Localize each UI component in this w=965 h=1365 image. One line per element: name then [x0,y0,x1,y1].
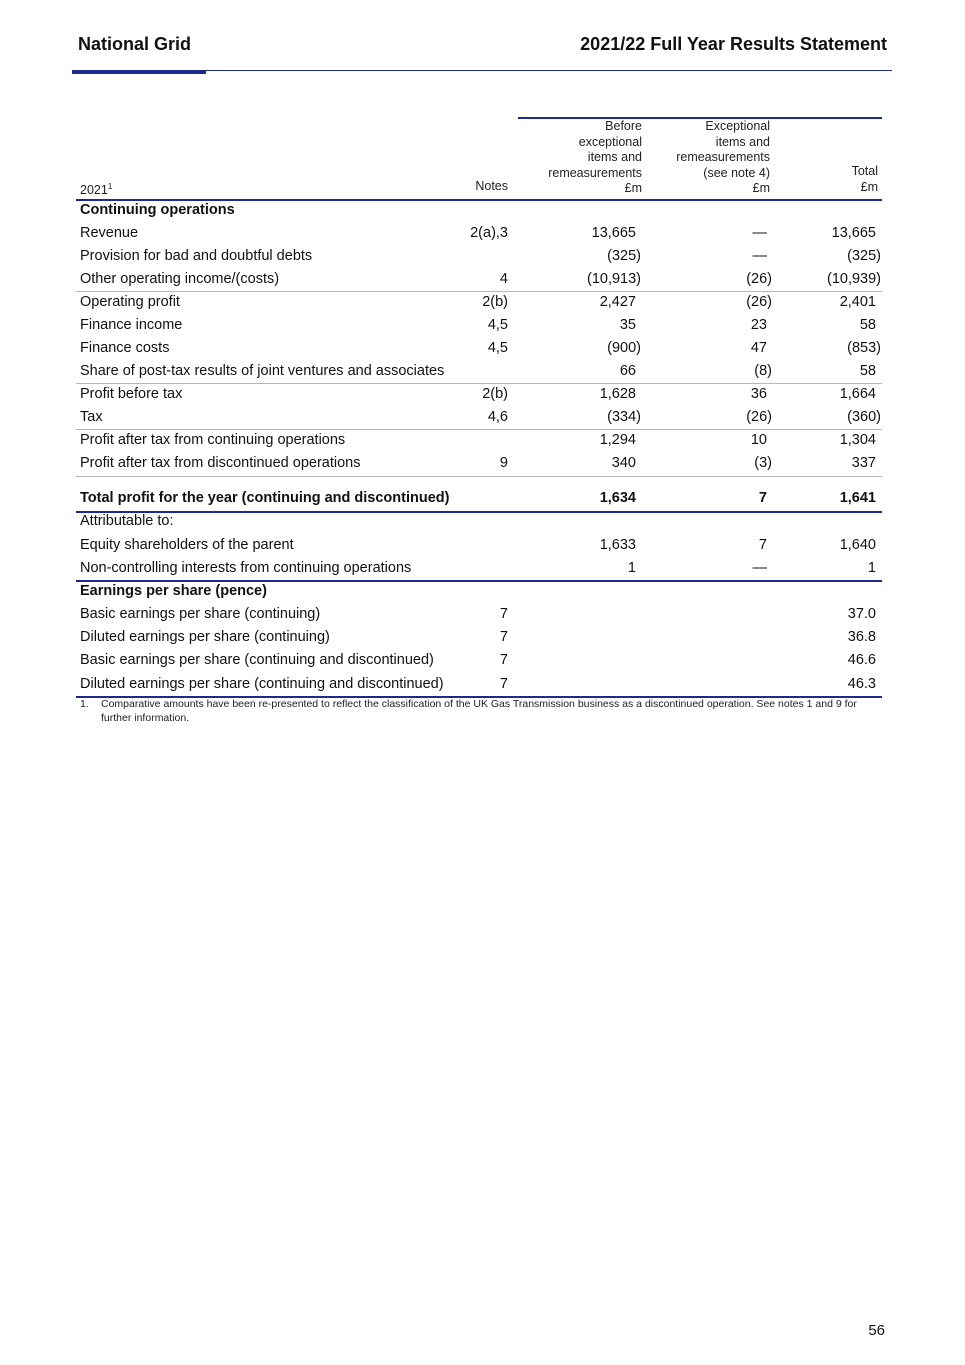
table-row [76,649,882,672]
cell-before: 1,633 [599,537,636,553]
cell-total: 1,664 [839,386,876,402]
notes-header: Notes [475,179,508,193]
cell-before: (10,913) [586,271,641,287]
cell-label: Non-controlling interests from continuing operations [80,560,412,576]
table-row [76,534,882,557]
cell-total: 337 [851,455,876,471]
header-rule-accent [72,70,206,74]
table-row [76,487,882,510]
header-line: remeasurements [548,165,642,180]
cell-before: 340 [611,455,636,471]
table-row [76,603,882,626]
cell-total: 2,401 [839,294,876,310]
cell-total: 46.3 [847,676,876,692]
cell-total: (360) [847,409,881,425]
cell-notes: 2(a),3 [470,225,508,241]
cell-exc: (3) [754,455,772,471]
row-divider [76,291,882,292]
header-line: (see note 4) [703,165,770,180]
footnote [80,697,880,725]
cell-before: 2,427 [599,294,636,310]
footnote-number: 1. [80,698,89,710]
cell-label: Finance costs [80,340,170,356]
header-line: exceptional [578,134,642,149]
header-line: Before [605,119,642,133]
row-divider [76,476,882,477]
table-row [76,314,882,337]
cell-total: 1,640 [839,537,876,553]
cell-label: Diluted earnings per share (continuing and discontinued) [80,676,444,692]
cell-notes: 7 [499,606,508,622]
cell-total: 46.6 [847,652,876,668]
cell-total: 1,641 [839,490,876,506]
cell-label: Continuing operations [80,202,235,218]
cell-notes: 7 [499,676,508,692]
cell-total: 13,665 [831,225,876,241]
table-row [76,291,882,314]
cell-exc: — [752,225,767,241]
table-row [76,557,882,580]
cell-total: 1,304 [839,432,876,448]
cell-exc: — [752,248,767,264]
table-row [76,580,882,603]
row-divider [76,580,882,582]
cell-total: 1 [867,560,876,576]
cell-label: Other operating income/(costs) [80,271,280,287]
header-line: remeasurements [676,150,770,164]
cell-notes: 7 [499,652,508,668]
cell-label: Basic earnings per share (continuing and discontinued) [80,652,434,668]
cell-total: (325) [847,248,881,264]
header-line: £m [624,181,642,195]
table-row [76,222,882,245]
company-name: National Grid [78,34,192,54]
table-row [76,199,882,222]
cell-before: 13,665 [591,225,636,241]
cell-label: Profit after tax from continuing operations [80,432,346,448]
row-divider [76,511,882,513]
table-row [76,626,882,649]
header-line: £m [860,179,878,194]
cell-label: Provision for bad and doubtful debts [80,248,313,264]
cell-notes: 7 [499,629,508,645]
cell-total: 58 [859,363,876,379]
cell-notes: 4,5 [487,317,508,333]
cell-label: Finance income [80,317,183,333]
cell-label: Revenue [80,225,139,241]
cell-before: (900) [607,340,641,356]
page-number: 56 [868,1322,885,1339]
table-row [76,406,882,429]
cell-label: Attributable to: [80,513,174,529]
footnote-text: Comparative amounts have been re-presented to reflect the classification of the UK Gas Transmission business as a discontinued operation. See notes 1 and 9 for further information. [101,698,857,724]
cell-notes: 4,5 [487,340,508,356]
document-title: 2021/22 Full Year Results Statement [580,34,887,54]
row-divider [76,429,882,430]
table-row [76,673,882,696]
cell-before: 66 [619,363,636,379]
cell-label: Operating profit [80,294,180,310]
cell-exc: 7 [758,490,767,506]
cell-exc: — [752,560,767,576]
cell-exc: (8) [754,363,772,379]
table-row [76,452,882,475]
cell-label: Profit after tax from discontinued operations [80,455,361,471]
cell-label: Earnings per share (pence) [80,583,267,599]
cell-before: (325) [607,248,641,264]
cell-notes: 2(b) [482,294,508,310]
header-line: Total [851,164,878,178]
cell-total: 58 [859,317,876,333]
header-line: Exceptional [705,119,770,133]
cell-label: Total profit for the year (continuing and discontinued) [80,490,450,506]
exceptional-header [676,119,770,197]
cell-total: (10,939) [826,271,881,287]
cell-before: 1,634 [599,490,636,506]
table-row [76,245,882,268]
cell-before: 35 [619,317,636,333]
cell-label: Profit before tax [80,386,183,402]
cell-label: Equity shareholders of the parent [80,537,294,553]
cell-label: Tax [80,409,103,425]
before-exceptional-header [548,119,642,197]
cell-label: Diluted earnings per share (continuing) [80,629,330,645]
cell-exc: 36 [750,386,767,402]
row-divider [76,383,882,384]
cell-notes: 4,6 [487,409,508,425]
cell-exc: 10 [750,432,767,448]
cell-before: 1,628 [599,386,636,402]
table-row [76,510,882,533]
cell-total: (853) [847,340,881,356]
cell-label: Share of post-tax results of joint ventures and associates [80,363,445,379]
table-row [76,268,882,291]
table-row [76,360,882,383]
header-line: items and [715,134,770,149]
cell-notes: 4 [499,271,508,287]
cell-exc: 7 [758,537,767,553]
year-header: 2021$^1$ [80,182,113,198]
header-line: £m [752,181,770,195]
table-row [76,337,882,360]
cell-exc: 47 [750,340,767,356]
cell-exc: (26) [746,294,772,310]
total-header [852,164,878,195]
table-row [76,383,882,406]
row-divider [76,199,882,201]
cell-before: (334) [607,409,641,425]
cell-label: Basic earnings per share (continuing) [80,606,321,622]
cell-exc: 23 [750,317,767,333]
cell-before: 1 [627,560,636,576]
cell-exc: (26) [746,409,772,425]
cell-total: 37.0 [847,606,876,622]
cell-notes: 9 [499,455,508,471]
cell-total: 36.8 [847,629,876,645]
cell-before: 1,294 [599,432,636,448]
table-row [76,429,882,452]
cell-notes: 2(b) [482,386,508,402]
cell-exc: (26) [746,271,772,287]
header-line: items and [587,150,642,164]
